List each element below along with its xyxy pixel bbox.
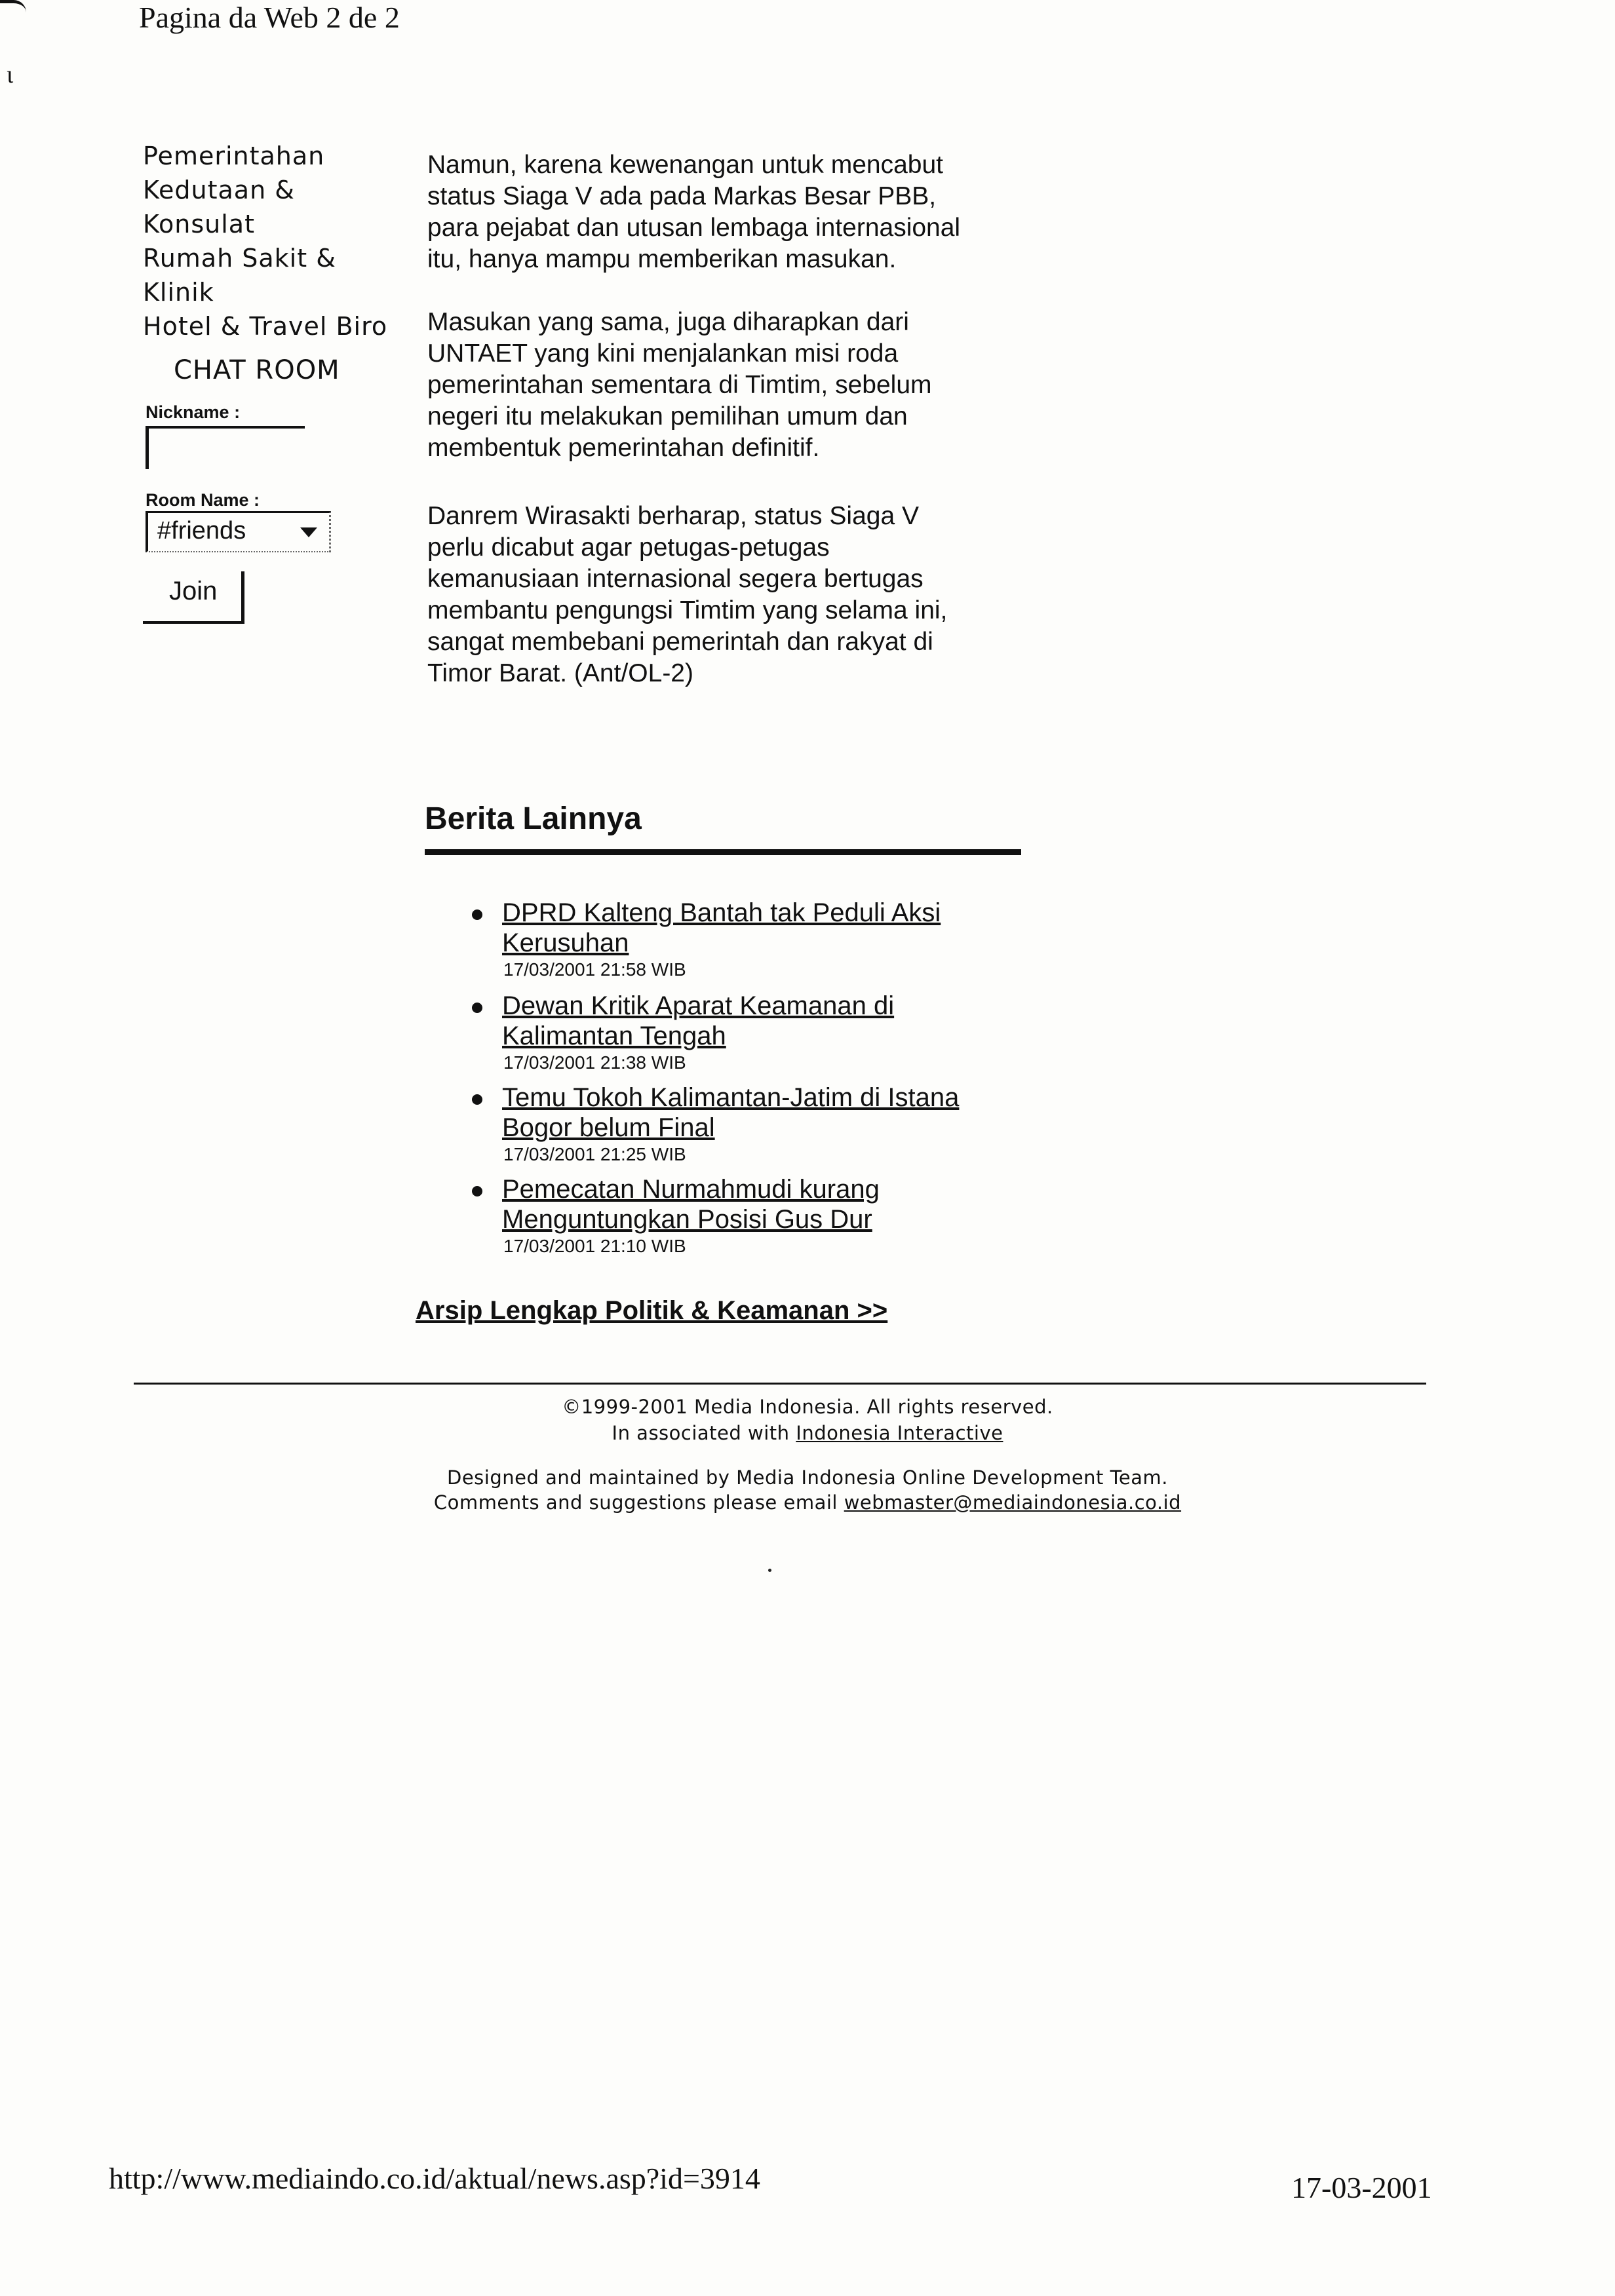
news-timestamp: 17/03/2001 21:25 WIB <box>503 1144 686 1164</box>
news-link[interactable]: DPRD Kalteng Bantah tak Peduli Aksi Kerusuhan <box>502 898 941 957</box>
news-timestamp: 17/03/2001 21:38 WIB <box>503 1052 686 1073</box>
room-name-label: Room Name : <box>146 490 260 510</box>
sidebar-links <box>143 139 405 343</box>
sidebar-item-konsulat[interactable]: Konsulat <box>143 210 255 239</box>
article-paragraph: Namun, karena kewenangan untuk mencabut status Siaga V ada pada Markas Besar PBB, para pejabat dan utusan lembaga internasional itu, hanya mampu memberikan masukan. <box>427 151 961 273</box>
sidebar-item-pemerintahan[interactable]: Pemerintahan <box>143 142 325 170</box>
scan-speck <box>768 1569 771 1572</box>
chevron-down-icon <box>300 527 317 537</box>
footer-copyright: ©1999-2001 Media Indonesia. All rights reserved. <box>562 1396 1053 1418</box>
room-name-select[interactable] <box>146 511 331 552</box>
news-timestamp: 17/03/2001 21:10 WIB <box>503 1236 686 1256</box>
bullet-icon <box>472 1186 482 1196</box>
footer-comments <box>0 1491 1615 1514</box>
nickname-label: Nickname : <box>146 402 241 422</box>
join-button-label: Join <box>169 577 218 605</box>
footer-comments-prefix: Comments and suggestions please email <box>433 1491 838 1514</box>
scan-corner-mark <box>0 0 26 12</box>
sidebar-item-rumah-sakit[interactable]: Rumah Sakit & <box>143 244 336 273</box>
archive-link[interactable]: Arsip Lengkap Politik & Keamanan >> <box>416 1296 888 1325</box>
print-page-url: http://www.mediaindo.co.id/aktual/news.asp?id=3914 <box>109 2162 760 2195</box>
bullet-icon <box>472 909 482 920</box>
more-news-divider <box>425 849 1021 855</box>
webmaster-email-link[interactable]: webmaster@mediaindonesia.co.id <box>844 1491 1182 1514</box>
more-news-title: Berita Lainnya <box>425 801 642 836</box>
footer-designed-by: Designed and maintained by Media Indonesia Online Development Team. <box>446 1466 1168 1489</box>
article-paragraph: Masukan yang sama, juga diharapkan dari UNTAET yang kini menjalankan misi roda pemerintahan sementara di Timtim, sebelum negeri itu melakukan pemilihan umum dan membentuk pemerintahan definitif. <box>427 308 932 462</box>
print-page-header: Pagina da Web 2 de 2 <box>139 1 400 34</box>
footer-associated <box>0 1422 1615 1444</box>
bullet-icon <box>472 1094 482 1105</box>
news-link[interactable]: Temu Tokoh Kalimantan-Jatim di Istana Bogor belum Final <box>502 1083 960 1142</box>
chat-room-title: CHAT ROOM <box>174 355 340 385</box>
scan-tick-mark: ɩ <box>7 61 14 88</box>
news-link[interactable]: Dewan Kritik Aparat Keamanan di Kalimantan Tengah <box>502 991 895 1050</box>
footer-divider <box>134 1383 1426 1385</box>
news-link[interactable]: Pemecatan Nurmahmudi kurang Menguntungkan Posisi Gus Dur <box>502 1175 880 1234</box>
sidebar-item-klinik[interactable]: Klinik <box>143 278 214 307</box>
join-button[interactable] <box>143 571 244 624</box>
footer-associated-prefix: In associated with <box>612 1422 790 1444</box>
article-paragraph: Danrem Wirasakti berharap, status Siaga V perlu dicabut agar petugas-petugas kemanusiaan internasional segera bertugas membantu pengungsi Timtim yang selama ini, sangat membebani pemerintah dan rakyat di Timor Barat. (Ant/OL-2) <box>427 502 948 687</box>
bullet-icon <box>472 1003 482 1013</box>
sidebar-item-kedutaan[interactable]: Kedutaan & <box>143 176 295 204</box>
sidebar-item-hotel-travel[interactable]: Hotel & Travel Biro <box>143 312 388 341</box>
room-name-value: #friends <box>157 517 246 545</box>
news-timestamp: 17/03/2001 21:58 WIB <box>503 959 686 980</box>
indonesia-interactive-link[interactable]: Indonesia Interactive <box>796 1422 1003 1444</box>
nickname-input[interactable] <box>146 426 305 469</box>
print-page-date: 17-03-2001 <box>1291 2171 1432 2204</box>
